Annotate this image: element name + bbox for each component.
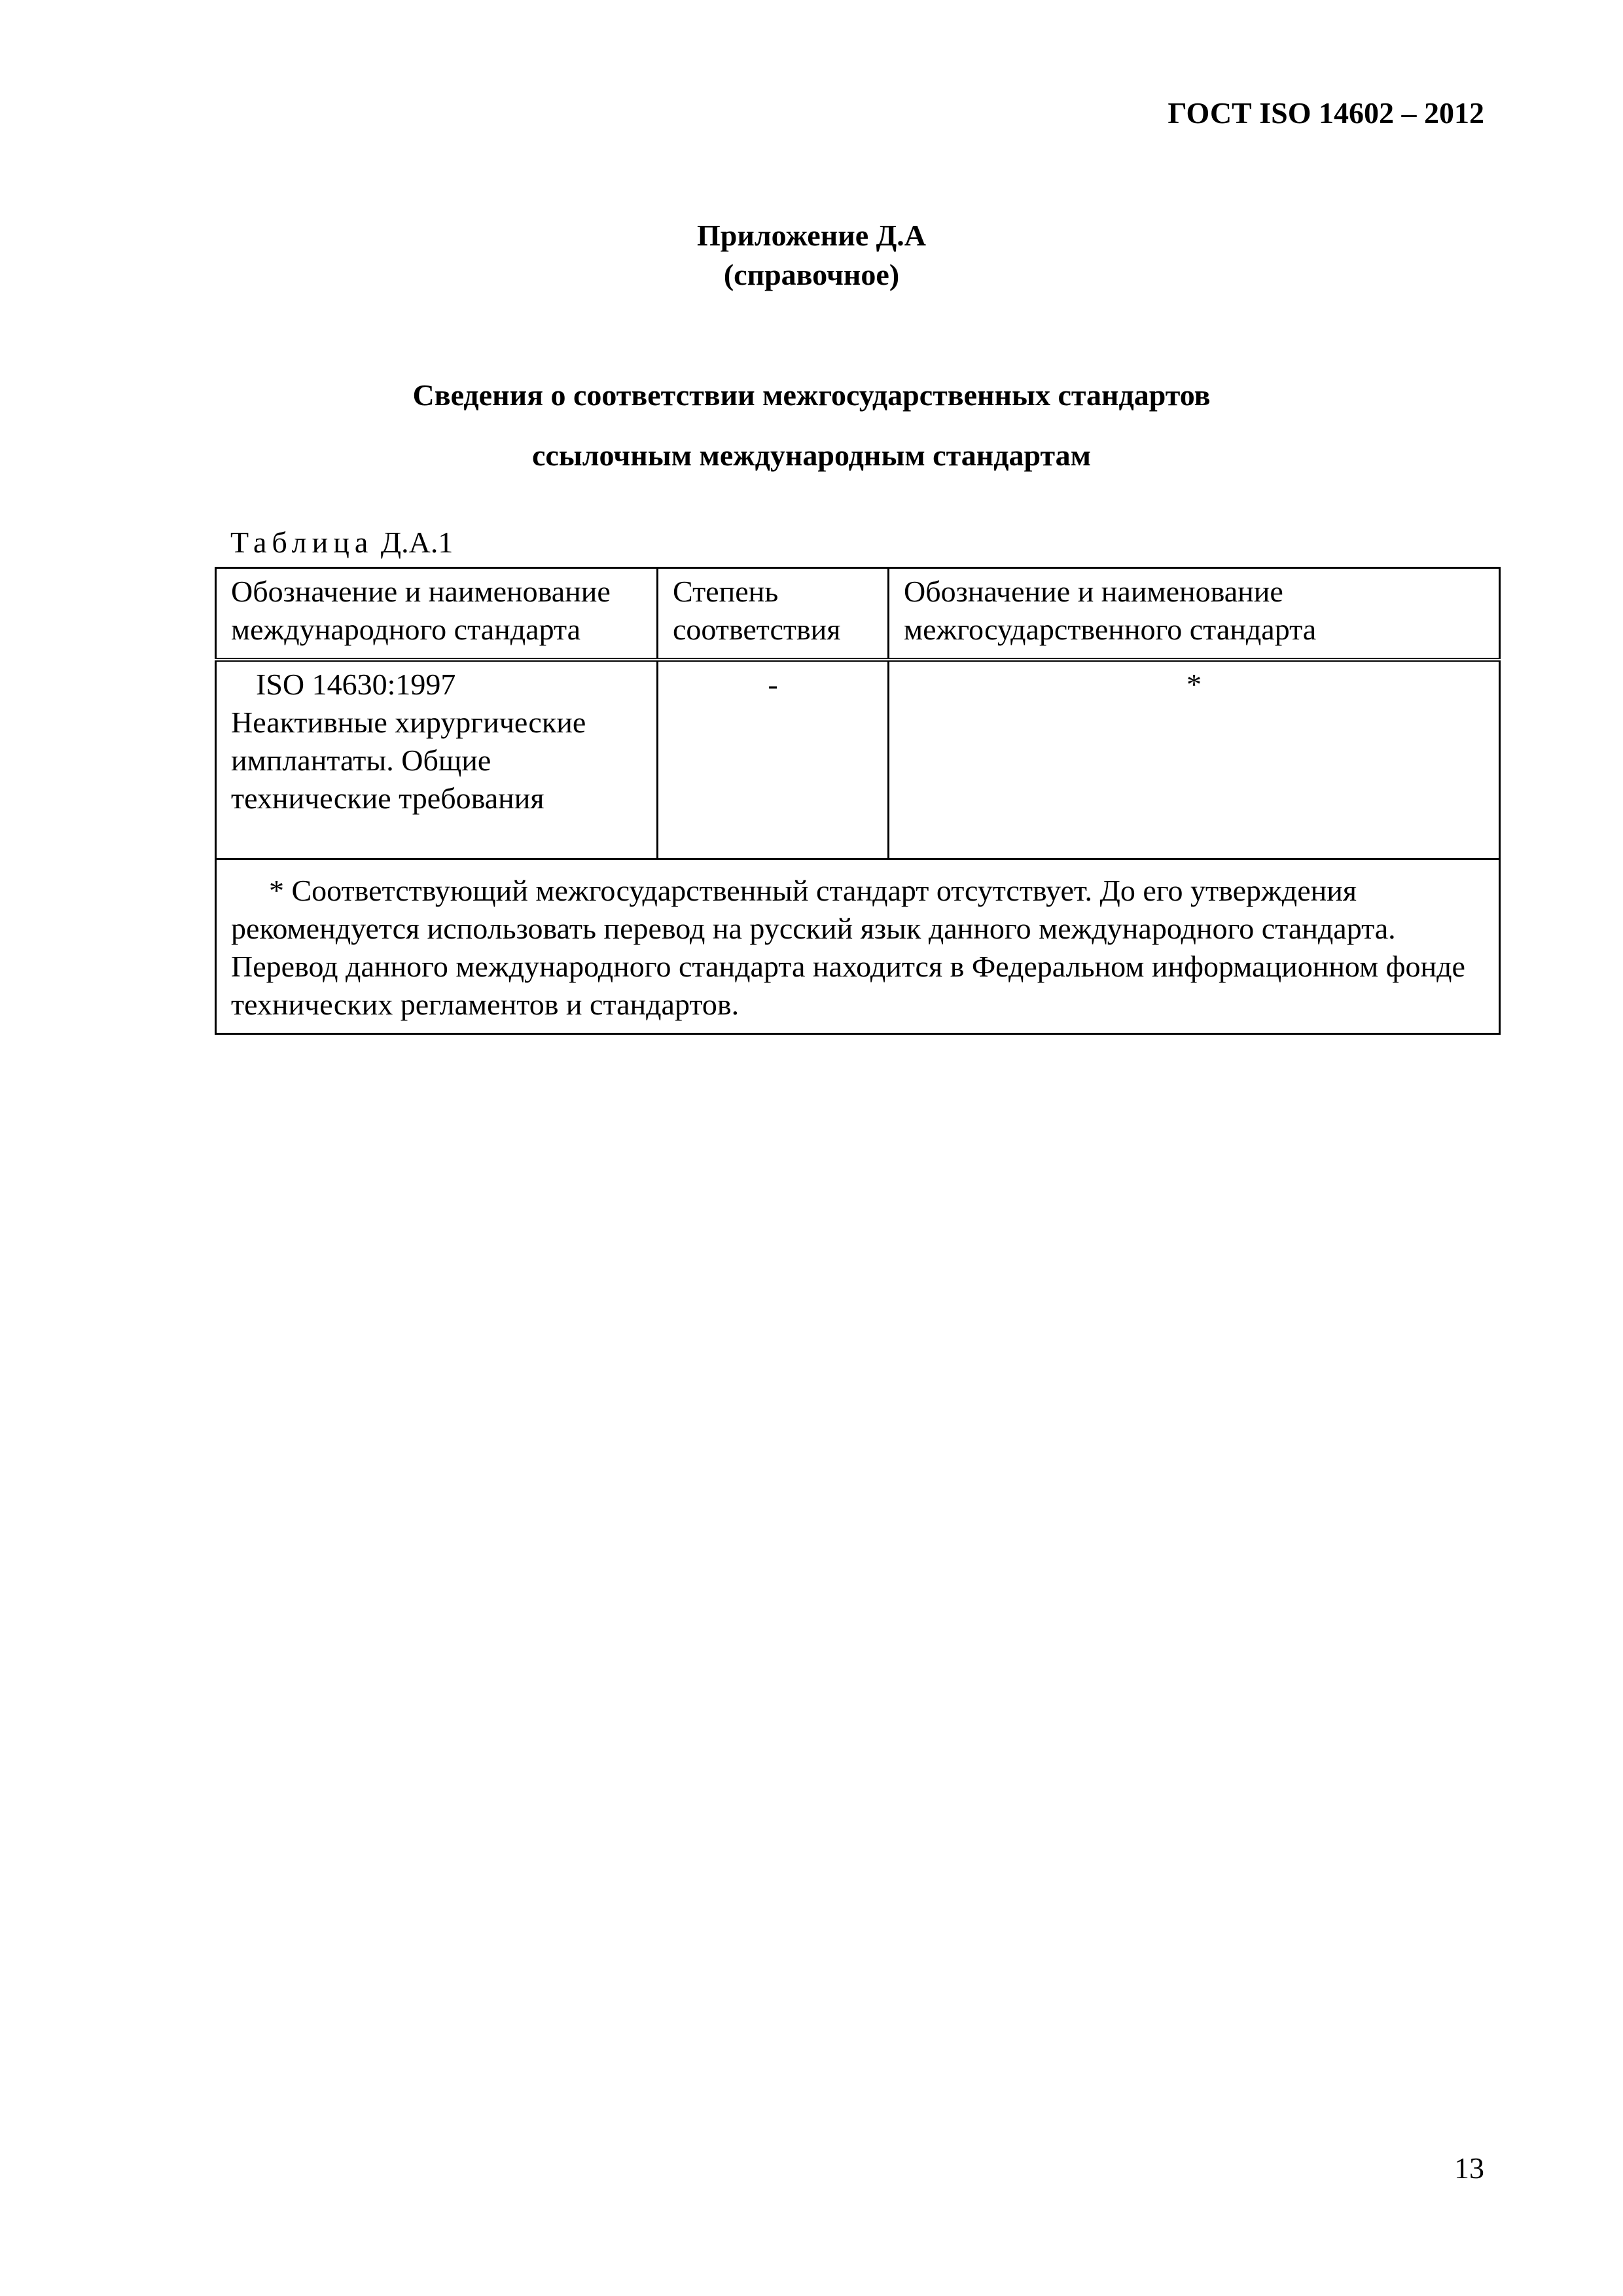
appendix-heading	[0, 216, 1623, 295]
column-header-degree: Степень соответствия	[658, 568, 889, 660]
section-title-line-1: Сведения о соответствии межгосударственных стандартов	[412, 378, 1211, 412]
cell-interstate-standard: *	[889, 660, 1500, 859]
international-standard-name: Неактивные хирургические имплантаты. Общие технические требования	[231, 706, 586, 815]
section-title-line-2: ссылочным международным стандартам	[531, 439, 1092, 472]
table-footnote: * Соответствующий межгосударственный стандарт отсутствует. До его утверждения рекомендуется использовать перевод на русский язык данного международного стандарта. Перевод данного международного стандарта находится в Федеральном информационном фонде технических регламентов и стандартов.	[216, 859, 1500, 1034]
appendix-subtitle: (справочное)	[723, 258, 900, 291]
section-title	[0, 365, 1623, 486]
cell-international-standard	[216, 660, 658, 859]
international-standard-code: ISO 14630:1997	[256, 668, 456, 701]
table-header-row	[216, 568, 1500, 660]
column-header-international-standard: Обозначение и наименование международного стандарта	[216, 568, 658, 660]
appendix-title: Приложение Д.А	[697, 219, 926, 252]
page-number: 13	[1454, 2151, 1484, 2185]
table-caption-word: Таблица	[230, 526, 374, 559]
table-footnote-row	[216, 859, 1500, 1034]
column-header-interstate-standard: Обозначение и наименование межгосударственного стандарта	[889, 568, 1500, 660]
cell-degree: -	[658, 660, 889, 859]
table-caption-number: Д.А.1	[380, 526, 454, 559]
correspondence-table	[215, 567, 1501, 1035]
table-caption	[230, 525, 453, 560]
document-id-header: ГОСТ ISO 14602 – 2012	[1168, 96, 1484, 130]
table-row	[216, 660, 1500, 859]
